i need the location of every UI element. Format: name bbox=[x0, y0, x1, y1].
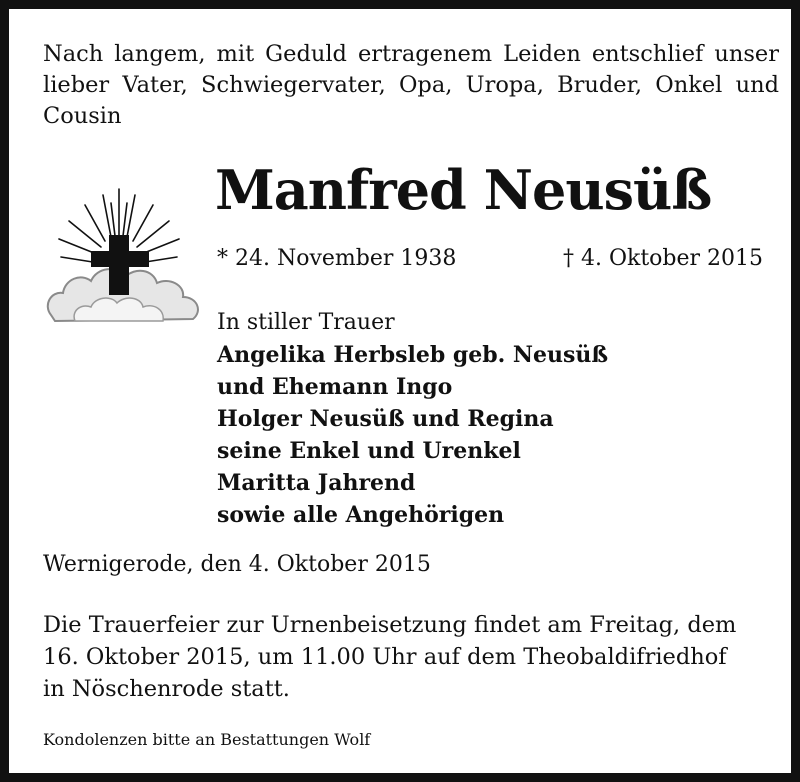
mourner-line: Maritta Jahrend bbox=[217, 470, 416, 496]
cross-rays-clouds-icon bbox=[45, 183, 205, 328]
ceremony-info bbox=[43, 609, 779, 705]
deceased-name: Manfred Neusüß bbox=[215, 158, 712, 222]
life-dates bbox=[217, 243, 763, 275]
mourner-line: Holger Neusüß und Regina bbox=[217, 406, 554, 432]
intro-text: Nach langem, mit Geduld ertragenem Leiden entschlief unser lieber Vater, Schwiegervater, Opa, Uropa, Bruder, Onkel und Cousin bbox=[43, 41, 779, 129]
mourners-block bbox=[217, 307, 717, 531]
mourner-line: seine Enkel und Urenkel bbox=[217, 438, 521, 464]
mourners-heading: In stiller Trauer bbox=[217, 310, 395, 335]
ceremony-line: Die Trauerfeier zur Urnenbeisetzung findet am Freitag, dem bbox=[43, 612, 737, 638]
condolences-note: Kondolenzen bitte an Bestattungen Wolf bbox=[43, 730, 371, 749]
mourner-line: und Ehemann Ingo bbox=[217, 374, 453, 400]
mourner-line: Angelika Herbsleb geb. Neusüß bbox=[217, 342, 609, 368]
birth-date: * 24. November 1938 bbox=[217, 246, 457, 271]
place-and-date: Wernigerode, den 4. Oktober 2015 bbox=[43, 552, 431, 577]
death-date: † 4. Oktober 2015 bbox=[562, 246, 763, 271]
mourner-line: sowie alle Angehörigen bbox=[217, 502, 505, 528]
ceremony-line: in Nöschenrode statt. bbox=[43, 676, 290, 702]
ceremony-line: 16. Oktober 2015, um 11.00 Uhr auf dem Theobaldifriedhof bbox=[43, 644, 727, 670]
